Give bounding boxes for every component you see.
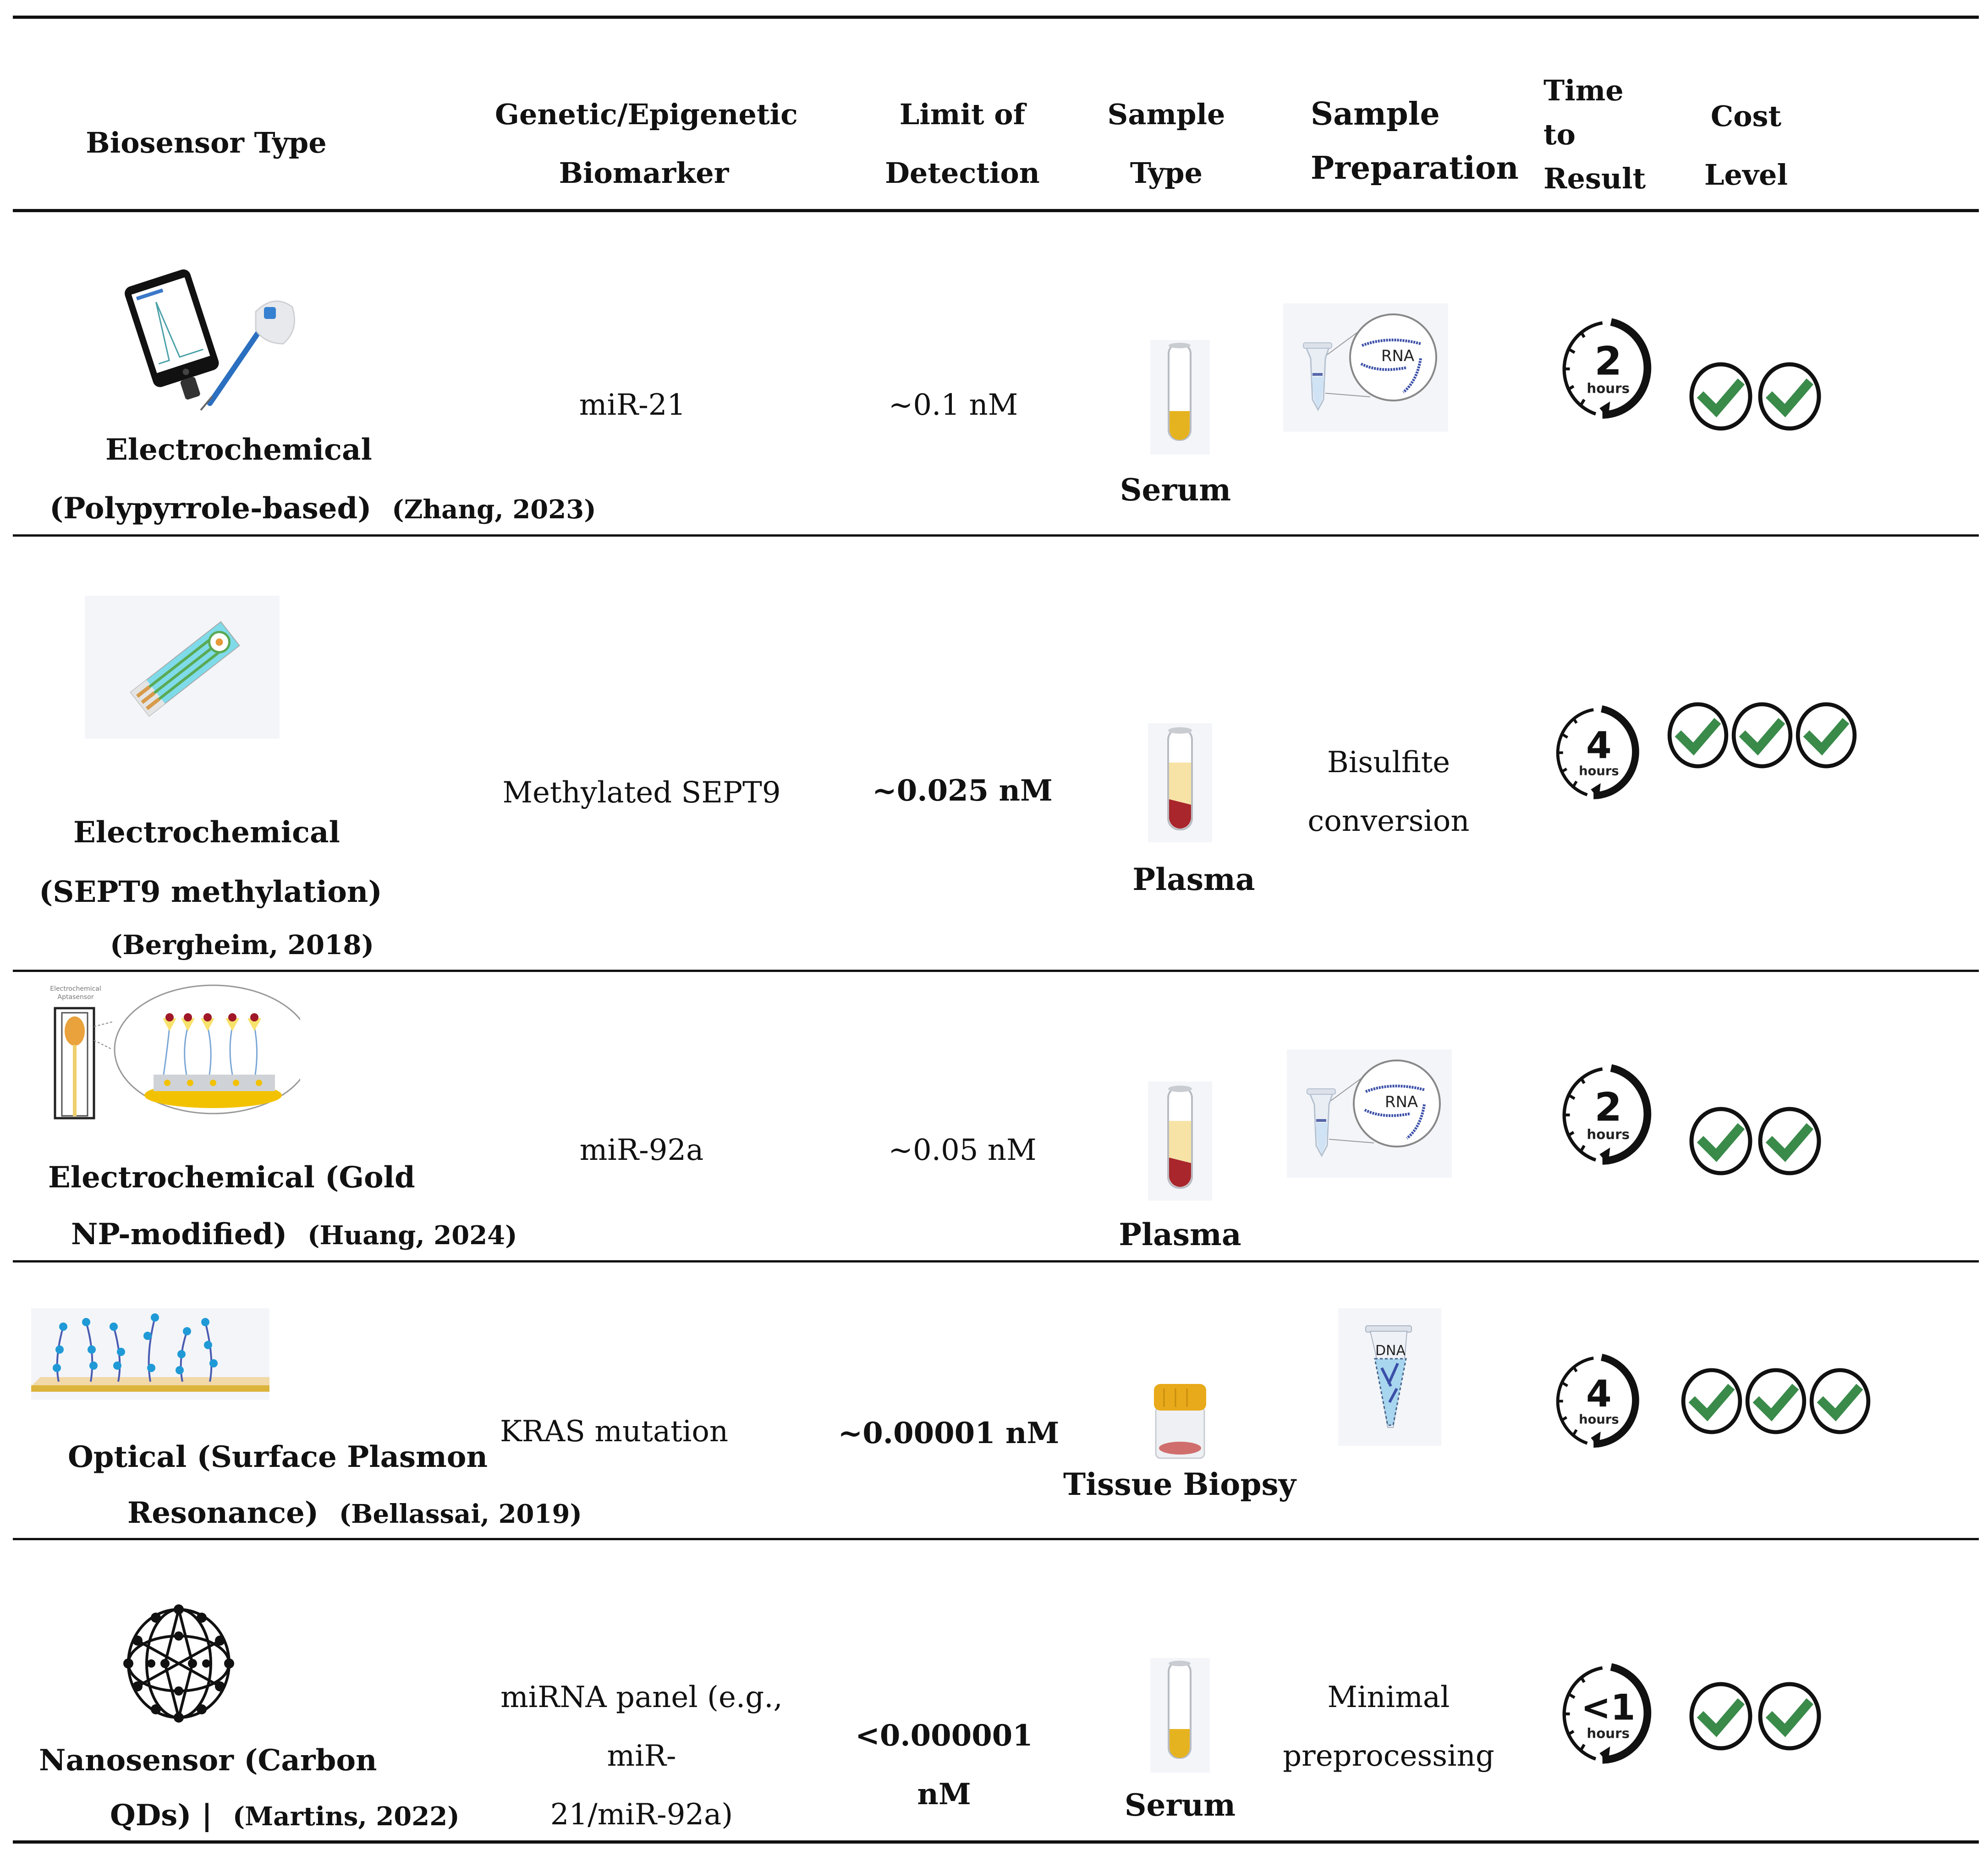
biosensor-type-text: QDs) |: [110, 1798, 213, 1833]
lod-cell: ~0.025 nM: [872, 774, 1053, 808]
biosensor-type-line2: (SEPT9 methylation): [39, 875, 382, 909]
biosensor-type-line2: [71, 1206, 517, 1264]
biosensor-type-line2: [110, 1787, 460, 1845]
svg-text:Aptasensor: Aptasensor: [57, 994, 94, 1001]
svg-text:<1: <1: [1581, 1687, 1636, 1729]
check-circle-icon: [1686, 1107, 1755, 1175]
check-circle-icon: [1755, 1107, 1824, 1175]
svg-text:Electrochemical: Electrochemical: [50, 985, 101, 993]
svg-text:hours: hours: [1587, 1126, 1630, 1142]
sample-prep-line1: Bisulfite: [1327, 746, 1450, 780]
biosensor-type-line1: Electrochemical (Gold: [48, 1160, 415, 1195]
biosensor-type-text: Resonance): [127, 1496, 319, 1530]
spr-surface-icon: [31, 1308, 269, 1400]
lod-cell: ~0.1 nM: [888, 388, 1018, 422]
citation: (Bellassai, 2019): [339, 1499, 582, 1529]
plasma-tube-icon: [1148, 723, 1212, 842]
citation: (Huang, 2024): [308, 1220, 517, 1251]
biomarker-cell: miR-92a: [579, 1133, 704, 1167]
header-sample-type-line2: Type: [1130, 156, 1203, 190]
citation: (Zhang, 2023): [392, 494, 596, 525]
cost-level-rating: [1666, 702, 1858, 769]
svg-text:hours: hours: [1587, 1725, 1630, 1741]
rna-extraction-icon: [1283, 303, 1448, 432]
carbon-nanocage-icon: [119, 1604, 238, 1723]
sample-prep-line2: preprocessing: [1283, 1739, 1494, 1773]
citation: (Bergheim, 2018): [110, 929, 374, 961]
header-cost-line2: Level: [1704, 158, 1788, 192]
biosensor-type-text: NP-modified): [71, 1217, 287, 1252]
citation: (Martins, 2022): [232, 1801, 460, 1832]
biosensor-type-line1: Electrochemical: [105, 433, 372, 467]
check-circle-icon: [1680, 1368, 1744, 1434]
check-circle-icon: [1686, 1682, 1755, 1751]
lod-cell: ~0.00001 nM: [838, 1416, 1060, 1450]
check-circle-icon: [1808, 1368, 1872, 1434]
check-circle-icon: [1794, 702, 1858, 769]
svg-text:4: 4: [1586, 724, 1612, 767]
biomarker-line1: miRNA panel (e.g., miR-: [500, 1680, 783, 1773]
sample-prep-line1: Minimal: [1327, 1680, 1450, 1714]
sample-type-cell: Plasma: [1132, 862, 1255, 897]
header-time-line2: to: [1543, 118, 1576, 151]
check-circle-icon: [1686, 362, 1755, 431]
serum-tube-icon: [1150, 340, 1210, 455]
header-bottom-rule: [13, 209, 1979, 212]
header-time-line3: Result: [1543, 162, 1646, 195]
clock-less-than-1-hour-icon: [1558, 1661, 1654, 1767]
clock-4-hours-icon: [1551, 703, 1643, 802]
svg-text:hours: hours: [1587, 380, 1630, 396]
sample-prep-cell: [1279, 733, 1499, 851]
header-prep-line2: Preparation: [1311, 150, 1519, 187]
biopsy-jar-icon: [1150, 1379, 1210, 1462]
header-cost-level: [1696, 87, 1796, 204]
cost-level-rating: [1686, 1107, 1824, 1175]
svg-text:4: 4: [1586, 1372, 1612, 1416]
header-sample-type-line1: Sample: [1107, 98, 1225, 131]
biomarker-cell: KRAS mutation: [500, 1415, 729, 1449]
table-top-rule: [13, 16, 1979, 19]
smartphone-pipette-icon: [118, 257, 311, 412]
biomarker-cell: Methylated SEPT9: [502, 776, 781, 810]
header-biomarker-line1: Genetic/Epigenetic: [495, 98, 798, 131]
sample-type-cell: Plasma: [1119, 1217, 1241, 1252]
screen-printed-electrode-icon: [85, 596, 280, 739]
biomarker-line2: 21/miR-92a): [550, 1798, 733, 1832]
header-prep-line1: Sample: [1311, 96, 1440, 132]
sample-type-cell: Serum: [1120, 472, 1231, 508]
biosensor-type-line2: [49, 480, 596, 538]
sample-prep-line2: conversion: [1307, 804, 1470, 838]
check-circle-icon: [1730, 702, 1794, 769]
check-circle-icon: [1666, 702, 1730, 769]
lod-cell: <0.000001 nM: [855, 1718, 1033, 1812]
check-circle-icon: [1755, 1682, 1824, 1751]
biomarker-cell: miR-21: [579, 388, 686, 422]
biomarker-cell: [463, 1668, 820, 1844]
biosensor-type-line1: Electrochemical: [73, 815, 340, 850]
clock-2-hours-icon: [1558, 1062, 1654, 1168]
cost-level-rating: [1680, 1368, 1872, 1434]
lod-cell: ~0.05 nM: [888, 1133, 1037, 1167]
check-circle-icon: [1755, 362, 1824, 431]
header-biomarker-line2: Biomarker: [559, 156, 729, 190]
biosensor-type-line1: Optical (Surface Plasmon: [68, 1440, 488, 1474]
clock-2-hours-icon: [1558, 316, 1654, 422]
header-lod-line1: Limit of: [899, 98, 1026, 131]
plasma-tube-icon: [1148, 1081, 1212, 1201]
header-time-line1: Time: [1543, 74, 1624, 107]
sample-prep-cell: [1279, 1668, 1499, 1785]
svg-text:DNA: DNA: [1375, 1343, 1406, 1359]
header-limit-of-detection: [862, 85, 1063, 203]
clock-4-hours-icon: [1551, 1352, 1643, 1450]
dna-extraction-icon: [1338, 1308, 1441, 1446]
rna-extraction-icon: [1287, 1049, 1452, 1178]
cost-level-rating: [1686, 362, 1824, 431]
svg-text:2: 2: [1594, 338, 1622, 384]
svg-text:2: 2: [1594, 1084, 1622, 1131]
header-biomarker: [495, 85, 798, 203]
header-time-to-result: [1543, 69, 1644, 201]
cost-level-rating: [1686, 1682, 1824, 1751]
sample-type-cell: Tissue Biopsy: [1063, 1466, 1296, 1502]
sample-type-cell: Serum: [1124, 1787, 1236, 1823]
serum-tube-icon: [1150, 1658, 1210, 1773]
svg-text:hours: hours: [1579, 764, 1619, 779]
header-cost-line1: Cost: [1710, 99, 1782, 133]
header-sample-preparation: [1311, 87, 1519, 195]
biosensor-type-line2: [127, 1485, 582, 1543]
aptasensor-diagram-icon: [39, 981, 300, 1123]
biosensor-type-text: (Polypyrrole-based): [49, 491, 372, 526]
biosensor-type-line1: Nanosensor (Carbon: [39, 1743, 377, 1778]
header-biosensor-type: Biosensor Type: [86, 126, 327, 159]
check-circle-icon: [1744, 1368, 1808, 1434]
svg-text:hours: hours: [1579, 1412, 1619, 1427]
header-sample-type: [1091, 85, 1242, 203]
header-lod-line2: Detection: [885, 156, 1040, 190]
